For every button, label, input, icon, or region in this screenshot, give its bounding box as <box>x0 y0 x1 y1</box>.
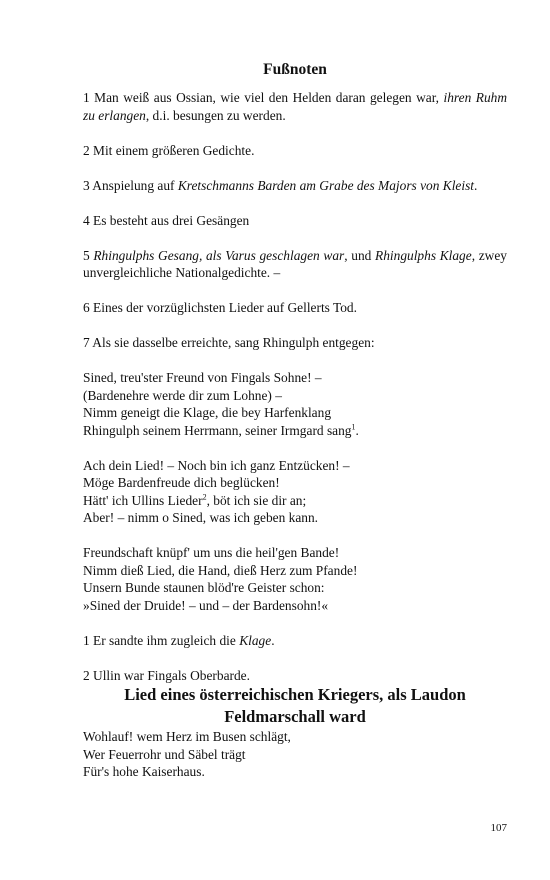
italic-text: Rhingulphs Klage <box>375 247 472 263</box>
page-content <box>83 60 507 781</box>
poem-footnote <box>83 632 507 650</box>
verse-line: Nimm geneigt die Klage, die bey Harfenklang <box>83 405 332 420</box>
footnote-3 <box>83 177 507 195</box>
verse-line: (Bardenehre werde dir zum Lohne) – <box>83 387 282 403</box>
text-run: , d.i. besungen zu werden. <box>145 107 286 123</box>
text-run: , und <box>344 247 376 263</box>
verse-line: Möge Bardenfreude dich beglücken! <box>83 475 280 490</box>
text-run: . <box>474 177 478 193</box>
stanza <box>83 457 507 527</box>
footnote-4 <box>83 212 507 230</box>
text-run: . <box>271 632 275 648</box>
verse-line: Unsern Bunde staunen blöd're Geister schon: <box>83 580 325 595</box>
poem-footnote <box>83 667 507 685</box>
text-run: , zwey unvergleichliche Nationalgedichte. – <box>83 247 507 280</box>
verse-line: »Sined der Druide! – und – der Bardensohn!« <box>83 597 329 613</box>
song-line: Wohlauf! wem Herz im Busen schlägt, <box>83 729 291 744</box>
footnote-1 <box>83 89 507 124</box>
verse-line: Nimm dieß Lied, die Hand, dieß Herz zum Pfande! <box>83 562 358 578</box>
song-opening-lines <box>83 728 507 781</box>
footnotes-heading: Fußnoten <box>263 61 327 78</box>
italic-text: Rhingulphs Gesang, als Varus geschlagen war <box>93 247 345 263</box>
italic-text: ihren Ruhm zu erlangen <box>83 90 508 123</box>
footnote-marker: 2 <box>202 492 207 502</box>
text-run: 1 Er sandte ihm zugleich die <box>83 632 240 648</box>
verse-text: Rhingulph seinem Herrmann, seiner Irmgard sang <box>83 422 352 438</box>
poem-stanzas <box>83 369 507 614</box>
footnote-2 <box>83 142 507 160</box>
text-run: 2 Ullin war Fingals Oberbarde. <box>83 667 250 683</box>
text-run: 5 <box>83 247 94 263</box>
text-run: 3 Anspielung auf <box>83 177 178 193</box>
verse-text: , böt ich sie dir an; <box>206 492 307 508</box>
footnotes-list <box>83 89 507 352</box>
footnote-6 <box>83 299 507 317</box>
verse-line <box>83 422 507 440</box>
text-run: 1 Man weiß aus Ossian, wie viel den Helden daran gelegen war, <box>83 90 444 105</box>
page-number: 107 <box>490 822 507 834</box>
text-run: 2 Mit einem größeren Gedichte. <box>83 142 255 158</box>
verse-line: Freundschaft knüpf' um uns die heil'gen Bande! <box>83 545 340 560</box>
text-run: 7 Als sie dasselbe erreichte, sang Rhingulph entgegen: <box>83 335 375 350</box>
verse-text: . <box>355 422 359 438</box>
song-title-line2: Feldmarschall ward <box>224 707 366 726</box>
stanza <box>83 369 507 439</box>
verse-line: Aber! – nimm o Sined, was ich geben kann. <box>83 510 319 525</box>
footnote-marker: 1 <box>351 422 356 432</box>
verse-line: Sined, treu'ster Freund von Fingals Sohne! – <box>83 370 322 385</box>
song-line: Wer Feuerrohr und Säbel trägt <box>83 746 246 762</box>
text-run: 4 Es besteht aus drei Gesängen <box>83 212 250 228</box>
poem-footnotes <box>83 632 507 685</box>
verse-line <box>83 492 507 510</box>
italic-text: Kretschmanns Barden am Grabe des Majors von Kleist <box>177 177 475 193</box>
song-line: Für's hohe Kaiserhaus. <box>83 764 205 779</box>
song-title-line1: Lied eines österreichischen Kriegers, als Laudon <box>124 685 466 704</box>
verse-line: Ach dein Lied! – Noch bin ich ganz Entzücken! – <box>83 457 350 473</box>
footnote-7 <box>83 334 507 352</box>
stanza <box>83 544 507 614</box>
verse-text: Hätt' ich Ullins Lieder <box>83 492 203 508</box>
footnote-5 <box>83 247 507 282</box>
text-run: 6 Eines der vorzüglichsten Lieder auf Gellerts Tod. <box>83 300 357 315</box>
italic-text: Klage <box>239 632 272 648</box>
